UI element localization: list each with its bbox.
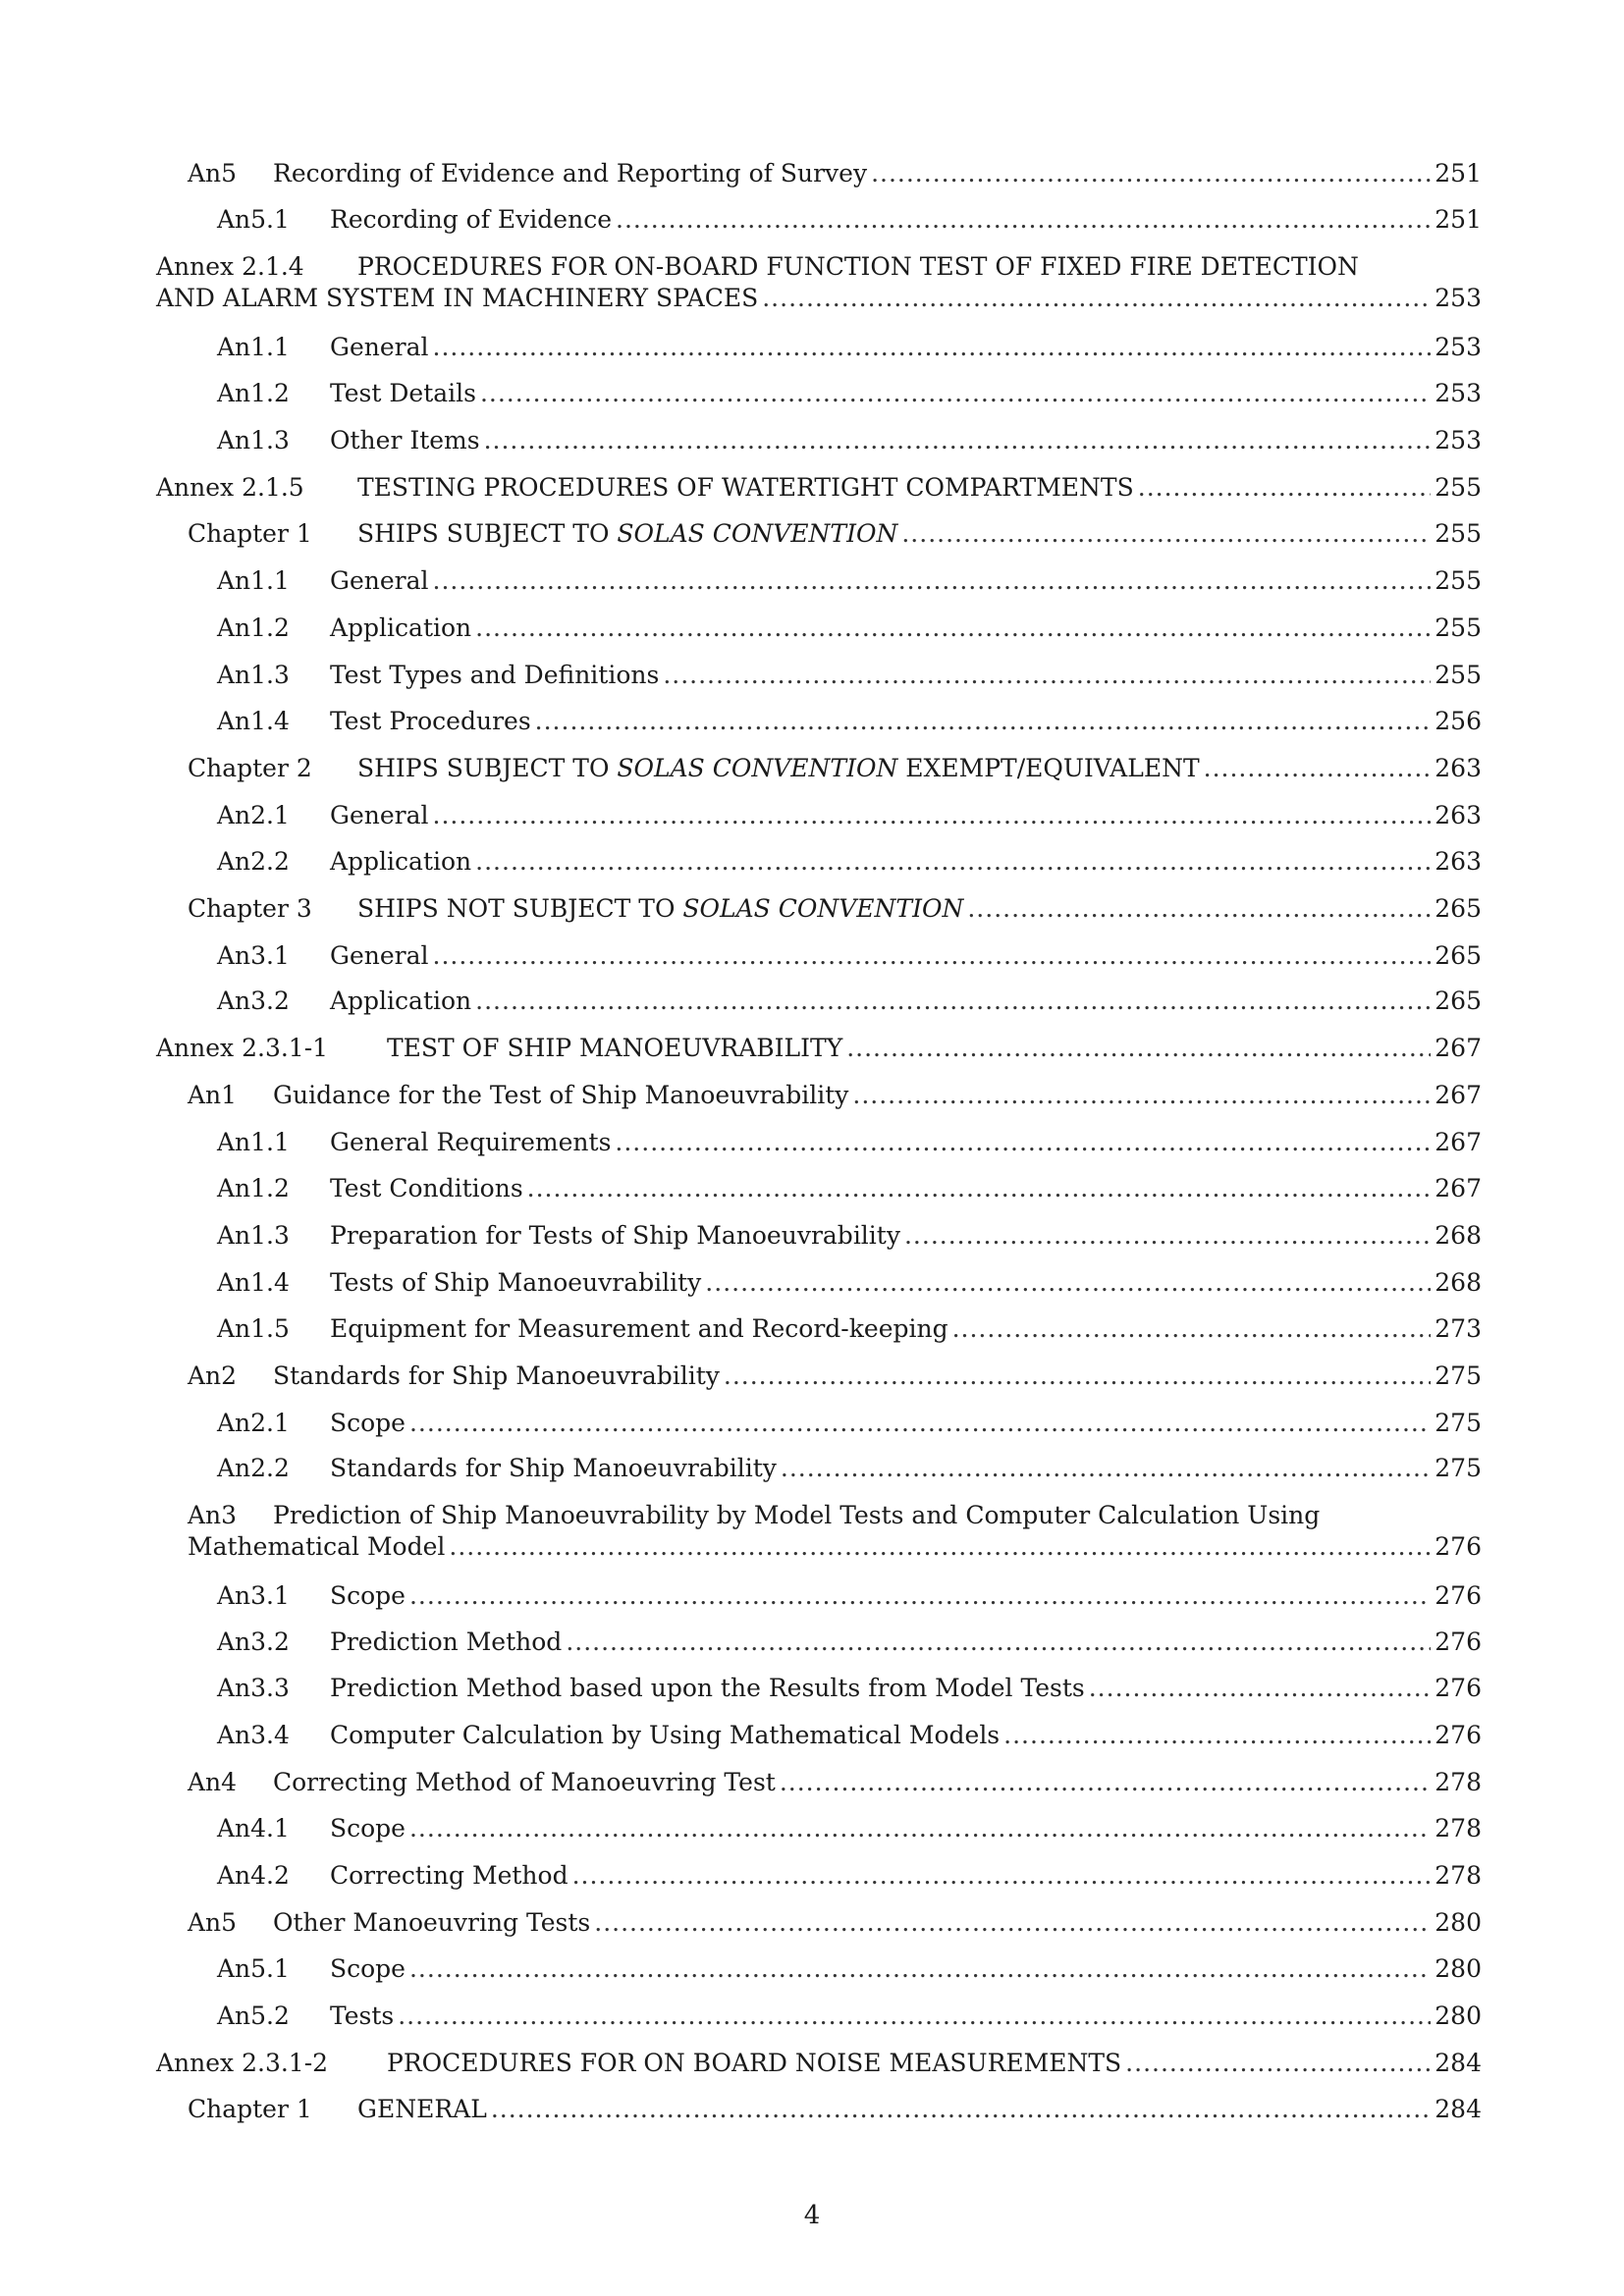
entry-title: Scope: [330, 1814, 406, 1842]
entry-number: An2.1: [217, 1409, 290, 1437]
entry-page: 263: [1435, 801, 1482, 829]
dot-leader: [398, 2001, 1431, 2032]
entry-number: Annex 2.3.1-2: [156, 2049, 329, 2077]
entry-number: An5.2: [217, 2002, 290, 2030]
dot-leader: [705, 1267, 1431, 1299]
entry-page: 267: [1435, 1081, 1482, 1109]
dot-leader: [1003, 1720, 1431, 1751]
dot-leader: [480, 378, 1431, 409]
dot-leader: [409, 1408, 1431, 1439]
entry-page: 253: [1435, 379, 1482, 407]
entry-page: 276: [1435, 1721, 1482, 1749]
entry-title: Recording of Evidence and Reporting of Survey: [273, 159, 868, 187]
entry-number: An4.1: [217, 1814, 290, 1842]
entry-title: PROCEDURES FOR ON BOARD NOISE MEASUREMENTS: [387, 2049, 1122, 2077]
entry-number: Annex 2.1.4: [156, 252, 304, 281]
dot-leader: [449, 1531, 1431, 1563]
entry-title: Application: [330, 987, 472, 1015]
entry-title: SHIPS NOT SUBJECT TO SOLAS CONVENTION: [357, 894, 964, 923]
entry-page: 265: [1435, 894, 1482, 923]
entry-number: An1.2: [217, 379, 290, 407]
entry-number: An1.1: [217, 333, 290, 361]
dot-leader: [475, 986, 1431, 1017]
dot-leader: [724, 1361, 1431, 1392]
entry-page: 280: [1435, 1908, 1482, 1937]
dot-leader: [1089, 1673, 1432, 1704]
entry-title: Scope: [330, 1954, 406, 1983]
dot-leader: [846, 1033, 1431, 1064]
entry-page: 284: [1435, 2049, 1482, 2077]
entry-title: Preparation for Tests of Ship Manoeuvrability: [330, 1221, 900, 1250]
entry-page: 265: [1435, 987, 1482, 1015]
entry-title: SHIPS SUBJECT TO SOLAS CONVENTION: [357, 519, 898, 548]
entry-page: 275: [1435, 1454, 1482, 1482]
entry-page: 251: [1435, 205, 1482, 234]
entry-number: Annex 2.1.5: [156, 473, 304, 502]
entry-number: Annex 2.3.1-1: [156, 1034, 329, 1062]
dot-leader: [615, 1127, 1431, 1158]
entry-page: 284: [1435, 2095, 1482, 2123]
dot-leader: [904, 1220, 1431, 1252]
dot-leader: [475, 846, 1431, 878]
entry-page: 276: [1435, 1581, 1482, 1610]
entry-title: TEST OF SHIP MANOEUVRABILITY: [387, 1034, 843, 1062]
entry-page: 256: [1435, 707, 1482, 735]
dot-leader: [852, 1080, 1431, 1111]
entry-page: 273: [1435, 1314, 1482, 1343]
entry-title: Test Procedures: [330, 707, 531, 735]
entry-title: Other Items: [330, 426, 480, 454]
entry-title: General: [330, 566, 429, 595]
entry-page: 268: [1435, 1268, 1482, 1297]
entry-page: 265: [1435, 941, 1482, 970]
entry-page: 280: [1435, 2002, 1482, 2030]
entry-number: An5.1: [217, 1954, 290, 1983]
dot-leader: [535, 706, 1432, 737]
entry-number: Chapter 3: [188, 894, 312, 923]
entry-number: An1.3: [217, 426, 290, 454]
entry-title: Test Conditions: [330, 1174, 523, 1202]
entry-number: An1.4: [217, 1268, 290, 1297]
dot-leader: [1138, 472, 1432, 504]
dot-leader: [433, 940, 1432, 972]
entry-page: 267: [1435, 1034, 1482, 1062]
entry-number: An1.1: [217, 566, 290, 595]
dot-leader: [780, 1767, 1431, 1798]
dot-leader: [409, 1953, 1431, 1985]
entry-page: 276: [1435, 1628, 1482, 1656]
dot-leader: [409, 1580, 1431, 1612]
entry-title: Standards for Ship Manoeuvrability: [273, 1362, 720, 1390]
dot-leader: [572, 1860, 1432, 1892]
dot-leader: [475, 613, 1431, 644]
entry-title: Guidance for the Test of Ship Manoeuvrability: [273, 1081, 849, 1109]
entry-page: 280: [1435, 1954, 1482, 1983]
entry-page: 278: [1435, 1861, 1482, 1890]
entry-number: An1.5: [217, 1314, 290, 1343]
entry-page: 267: [1435, 1128, 1482, 1156]
entry-page: 255: [1435, 614, 1482, 642]
entry-number: An5.1: [217, 205, 290, 234]
entry-number: An4.2: [217, 1861, 290, 1890]
entry-number: An4: [188, 1768, 238, 1796]
entry-title: SHIPS SUBJECT TO SOLAS CONVENTION EXEMPT/EQUIVALENT: [357, 754, 1200, 782]
entry-title: PROCEDURES FOR ON-BOARD FUNCTION TEST OF FIXED FIRE DETECTION: [357, 252, 1359, 281]
entry-page: 278: [1435, 1814, 1482, 1842]
entry-title-continued: Mathematical Model: [188, 1532, 446, 1561]
entry-title: GENERAL: [357, 2095, 487, 2123]
entry-page: 276: [1435, 1674, 1482, 1702]
dot-leader: [409, 1813, 1431, 1844]
dot-leader: [871, 158, 1431, 189]
entry-title: Scope: [330, 1409, 406, 1437]
entry-number: An1.3: [217, 661, 290, 689]
dot-leader: [433, 565, 1432, 597]
entry-title: Application: [330, 614, 472, 642]
convention-name: SOLAS CONVENTION: [682, 894, 964, 923]
convention-name: SOLAS CONVENTION: [617, 519, 898, 548]
entry-page: 275: [1435, 1409, 1482, 1437]
entry-page: 255: [1435, 473, 1482, 502]
entry-number: An3.2: [217, 1628, 290, 1656]
dot-leader: [1125, 2048, 1431, 2079]
entry-title: Recording of Evidence: [330, 205, 612, 234]
entry-page: 251: [1435, 159, 1482, 187]
entry-number: An3.1: [217, 941, 290, 970]
entry-title: Scope: [330, 1581, 406, 1610]
entry-title: General: [330, 333, 429, 361]
entry-number: An1: [188, 1081, 238, 1109]
entry-number: An5: [188, 159, 238, 187]
entry-title: Correcting Method: [330, 1861, 568, 1890]
entry-number: Chapter 2: [188, 754, 312, 782]
dot-leader: [1204, 753, 1432, 784]
entry-title: Correcting Method of Manoeuvring Test: [273, 1768, 776, 1796]
convention-name: SOLAS CONVENTION: [617, 754, 898, 782]
dot-leader: [594, 1907, 1431, 1939]
entry-title: Computer Calculation by Using Mathematical Models: [330, 1721, 1001, 1749]
entry-number: An3.4: [217, 1721, 290, 1749]
entry-page: 276: [1435, 1532, 1482, 1561]
entry-title: General Requirements: [330, 1128, 612, 1156]
entry-title: General: [330, 801, 429, 829]
entry-number: An3.2: [217, 987, 290, 1015]
dot-leader: [566, 1627, 1431, 1658]
dot-leader: [663, 660, 1431, 691]
entry-title: Other Manoeuvring Tests: [273, 1908, 591, 1937]
dot-leader: [967, 893, 1431, 925]
dot-leader: [901, 518, 1431, 550]
entry-title: Test Types and Definitions: [330, 661, 660, 689]
entry-title-continued: AND ALARM SYSTEM IN MACHINERY SPACES: [156, 284, 759, 312]
entry-number: Chapter 1: [188, 519, 312, 548]
entry-number: An3.1: [217, 1581, 290, 1610]
entry-number: An3: [188, 1501, 238, 1529]
entry-page: 275: [1435, 1362, 1482, 1390]
entry-number: An1.4: [217, 707, 290, 735]
entry-number: Chapter 1: [188, 2095, 312, 2123]
dot-leader: [762, 283, 1431, 314]
entry-number: An2.2: [217, 1454, 290, 1482]
entry-title: TESTING PROCEDURES OF WATERTIGHT COMPARTMENTS: [357, 473, 1134, 502]
entry-title: Prediction of Ship Manoeuvrability by Model Tests and Computer Calculation Using: [273, 1501, 1321, 1529]
entry-page: 255: [1435, 661, 1482, 689]
entry-page: 253: [1435, 333, 1482, 361]
entry-page: 268: [1435, 1221, 1482, 1250]
dot-leader: [616, 204, 1431, 236]
entry-page: 253: [1435, 284, 1482, 312]
entry-page: 253: [1435, 426, 1482, 454]
entry-number: An1.2: [217, 1174, 290, 1202]
entry-page: 263: [1435, 754, 1482, 782]
dot-leader: [484, 425, 1432, 456]
dot-leader: [433, 800, 1432, 831]
entry-title: Test Details: [330, 379, 476, 407]
entry-title: Equipment for Measurement and Record-keeping: [330, 1314, 948, 1343]
entry-page: 263: [1435, 847, 1482, 876]
entry-title: Application: [330, 847, 472, 876]
dot-leader: [491, 2094, 1431, 2125]
entry-title: Tests: [330, 2002, 395, 2030]
entry-number: An2: [188, 1362, 238, 1390]
entry-page: 278: [1435, 1768, 1482, 1796]
dot-leader: [781, 1453, 1431, 1484]
entry-page: 267: [1435, 1174, 1482, 1202]
entry-number: An3.3: [217, 1674, 290, 1702]
entry-number: An1.1: [217, 1128, 290, 1156]
dot-leader: [952, 1313, 1432, 1345]
entry-title: General: [330, 941, 429, 970]
entry-page: 255: [1435, 519, 1482, 548]
entry-number: An2.1: [217, 801, 290, 829]
entry-title: Standards for Ship Manoeuvrability: [330, 1454, 777, 1482]
entry-title: Prediction Method based upon the Results from Model Tests: [330, 1674, 1085, 1702]
entry-title: Tests of Ship Manoeuvrability: [330, 1268, 702, 1297]
entry-page: 255: [1435, 566, 1482, 595]
page-number: 4: [803, 2201, 821, 2230]
entry-number: An5: [188, 1908, 238, 1937]
dot-leader: [433, 332, 1432, 363]
entry-number: An2.2: [217, 847, 290, 876]
entry-title: Prediction Method: [330, 1628, 563, 1656]
entry-number: An1.2: [217, 614, 290, 642]
dot-leader: [527, 1173, 1432, 1204]
entry-number: An1.3: [217, 1221, 290, 1250]
